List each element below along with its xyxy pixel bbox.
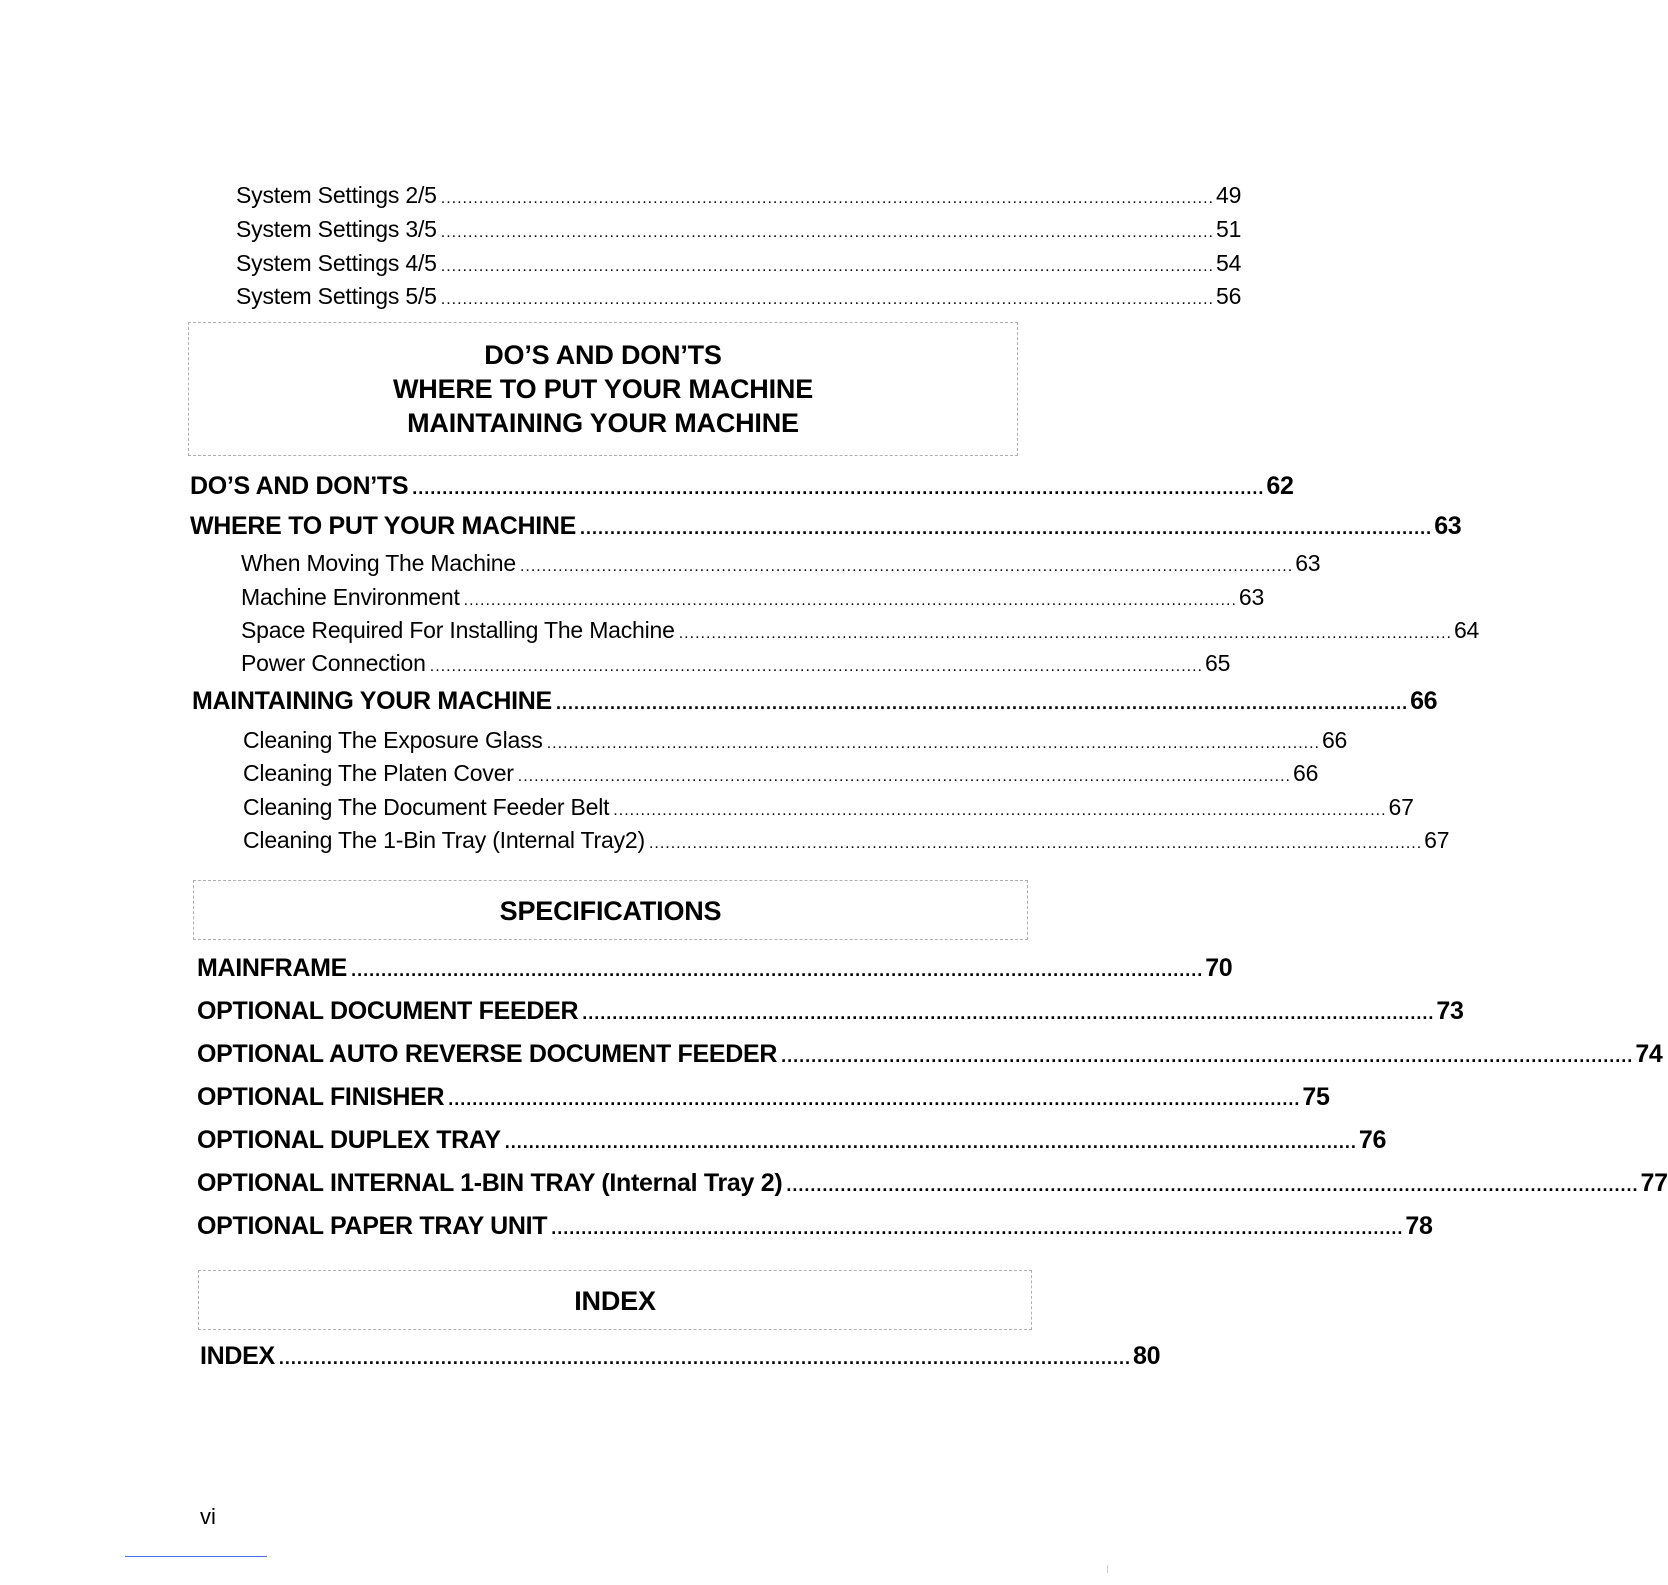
toc-entry-label: System Settings 3/5 (236, 216, 437, 242)
leader-dots: .............................................................................................................................................. (463, 592, 1237, 609)
toc-entry-system-settings-5[interactable] (236, 283, 1242, 309)
toc-entry-internal-1-bin-tray[interactable] (197, 1169, 1668, 1197)
section-header-line: MAINTAINING YOUR MACHINE (407, 408, 799, 438)
toc-entry-label: DO’S AND DON’TS (190, 472, 409, 500)
leader-dots: .............................................................................................................................................. (786, 1175, 1639, 1195)
toc-entry-page: 70 (1205, 954, 1233, 982)
toc-entry-when-moving[interactable] (241, 550, 1321, 576)
leader-dots: .............................................................................................................................................. (440, 190, 1214, 207)
toc-entry-label: System Settings 4/5 (236, 250, 437, 276)
toc-entry-page: 63 (1238, 584, 1265, 610)
leader-dots: .............................................................................................................................................. (648, 835, 1423, 852)
toc-entry-label: Cleaning The Exposure Glass (243, 727, 543, 753)
toc-entry-page: 62 (1266, 472, 1294, 500)
toc-entry-page: 66 (1292, 760, 1319, 786)
toc-entry-label: When Moving The Machine (241, 550, 516, 576)
toc-entry-label: MAINTAINING YOUR MACHINE (192, 687, 552, 715)
toc-entry-1-bin-tray[interactable] (243, 827, 1450, 853)
toc-entry-system-settings-4[interactable] (236, 250, 1242, 276)
toc-entry-paper-tray-unit[interactable] (197, 1212, 1433, 1240)
section-header-line: DO’S AND DON’TS (484, 340, 722, 370)
section-header-line: INDEX (574, 1286, 656, 1316)
toc-entry-label: MAINFRAME (197, 954, 348, 982)
toc-entry-page: 74 (1635, 1040, 1663, 1068)
leader-dots: .............................................................................................................................................. (429, 658, 1203, 675)
toc-entry-label: OPTIONAL AUTO REVERSE DOCUMENT FEEDER (197, 1040, 778, 1068)
toc-entry-page: 75 (1302, 1083, 1330, 1111)
toc-entry-label: OPTIONAL INTERNAL 1-BIN TRAY (Internal Tray 2) (197, 1169, 783, 1197)
toc-entry-label: INDEX (200, 1342, 275, 1370)
leader-dots: .............................................................................................................................................. (678, 625, 1452, 642)
leader-dots: .............................................................................................................................................. (448, 1089, 1301, 1109)
toc-entry-page: 49 (1215, 182, 1242, 208)
toc-entry-mainframe[interactable] (197, 954, 1233, 982)
toc-entry-page: 67 (1424, 827, 1450, 853)
toc-entry-page: 51 (1215, 216, 1242, 242)
toc-entry-index[interactable] (200, 1342, 1161, 1370)
leader-dots: .............................................................................................................................................. (613, 802, 1387, 819)
toc-entry-duplex-tray[interactable] (197, 1126, 1387, 1154)
toc-entry-page: 56 (1215, 283, 1242, 309)
toc-entry-auto-reverse-feeder[interactable] (197, 1040, 1663, 1068)
toc-entry-label: Cleaning The Document Feeder Belt (243, 794, 610, 820)
toc-entry-power-connection[interactable] (241, 650, 1231, 676)
toc-entry-label: Cleaning The 1-Bin Tray (Internal Tray2) (243, 827, 645, 853)
leader-dots: .............................................................................................................................................. (351, 960, 1204, 980)
section-header-line: SPECIFICATIONS (499, 896, 722, 926)
toc-entry-label: OPTIONAL PAPER TRAY UNIT (197, 1212, 548, 1240)
toc-entry-system-settings-2[interactable] (236, 182, 1242, 208)
toc-entry-exposure-glass[interactable] (243, 727, 1348, 753)
toc-entry-page: 73 (1436, 997, 1464, 1025)
toc-entry-page: 63 (1295, 550, 1321, 576)
toc-entry-page: 65 (1204, 650, 1231, 676)
toc-entry-page: 66 (1410, 687, 1438, 715)
toc-entry-document-feeder[interactable] (197, 997, 1464, 1025)
section-header-box (188, 322, 1018, 456)
scan-mark (1107, 1565, 1108, 1573)
leader-dots: .............................................................................................................................................. (440, 258, 1214, 275)
toc-entry-label: Power Connection (241, 650, 426, 676)
toc-entry-label: System Settings 2/5 (236, 182, 437, 208)
toc-entry-label: Machine Environment (241, 584, 460, 610)
leader-dots: .............................................................................................................................................. (555, 693, 1409, 713)
leader-dots: .............................................................................................................................................. (517, 768, 1291, 785)
leader-dots: .............................................................................................................................................. (580, 518, 1433, 538)
toc-entry-machine-environment[interactable] (241, 584, 1265, 610)
toc-entry-label: OPTIONAL FINISHER (197, 1083, 445, 1111)
toc-entry-page: 66 (1321, 727, 1348, 753)
page-number: vi (200, 1504, 216, 1529)
toc-entry-finisher[interactable] (197, 1083, 1330, 1111)
toc-entry-platen-cover[interactable] (243, 760, 1319, 786)
section-header-line: WHERE TO PUT YOUR MACHINE (392, 374, 814, 404)
toc-entry-page: 63 (1434, 512, 1462, 540)
leader-dots: .............................................................................................................................................. (412, 478, 1265, 498)
toc-entry-page: 64 (1453, 617, 1480, 643)
toc-entry-label: Space Required For Installing The Machine (241, 617, 675, 643)
leader-dots: .............................................................................................................................................. (582, 1003, 1435, 1023)
section-header-box (193, 880, 1028, 940)
toc-entry-label: OPTIONAL DUPLEX TRAY (197, 1126, 501, 1154)
leader-dots: .............................................................................................................................................. (551, 1218, 1404, 1238)
toc-entry-system-settings-3[interactable] (236, 216, 1242, 242)
toc-entry-dos-and-donts[interactable] (190, 472, 1294, 500)
leader-dots: .............................................................................................................................................. (546, 735, 1320, 752)
leader-dots: .............................................................................................................................................. (781, 1046, 1634, 1066)
link-underline[interactable] (125, 1556, 267, 1557)
leader-dots: .............................................................................................................................................. (519, 558, 1294, 575)
toc-entry-space-required[interactable] (241, 617, 1480, 643)
toc-entry-maintaining[interactable] (192, 687, 1438, 715)
leader-dots: .............................................................................................................................................. (504, 1132, 1357, 1152)
toc-entry-label: OPTIONAL DOCUMENT FEEDER (197, 997, 579, 1025)
leader-dots: .............................................................................................................................................. (440, 224, 1214, 241)
toc-entry-label: System Settings 5/5 (236, 283, 437, 309)
toc-entry-label: WHERE TO PUT YOUR MACHINE (190, 512, 577, 540)
toc-entry-page: 67 (1388, 794, 1414, 820)
toc-entry-page: 76 (1358, 1126, 1387, 1154)
toc-entry-page: 78 (1405, 1212, 1433, 1240)
toc-entry-label: Cleaning The Platen Cover (243, 760, 514, 786)
toc-entry-where-to-put[interactable] (190, 512, 1462, 540)
leader-dots: .............................................................................................................................................. (440, 291, 1214, 308)
leader-dots: .............................................................................................................................................. (278, 1348, 1132, 1368)
toc-entry-page: 77 (1640, 1169, 1668, 1197)
toc-entry-page: 80 (1133, 1342, 1161, 1370)
toc-entry-page: 54 (1215, 250, 1242, 276)
section-header-box (198, 1270, 1032, 1330)
toc-entry-feeder-belt[interactable] (243, 794, 1414, 820)
